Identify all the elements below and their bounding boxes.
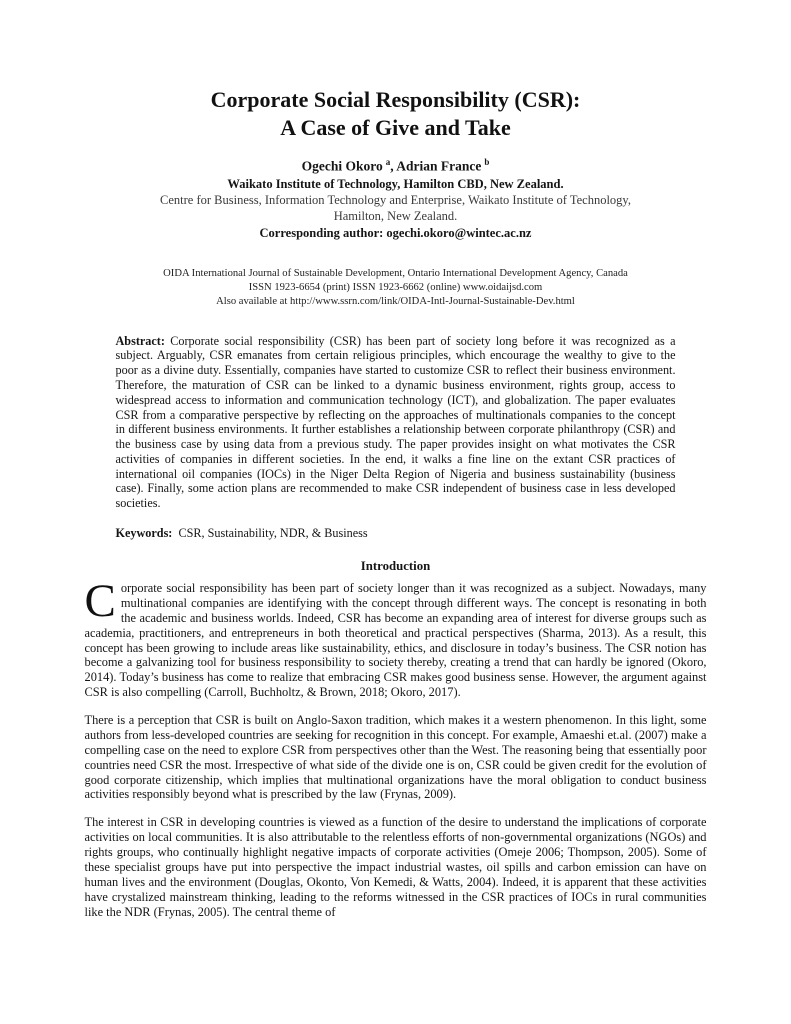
introduction-heading: Introduction [360,558,431,573]
abstract-paragraph [116,334,676,511]
drop-cap: C [84,575,116,627]
author-1-affiliation-mark: a [385,157,391,168]
journal-availability-line: Also available at http://www.ssrn.com/link/OIDA-Intl-Journal-Sustainable-Dev.html [216,296,575,308]
keywords-text: CSR, Sustainability, NDR, & Business [178,525,368,540]
paper-title [0,86,791,142]
paper-header [0,0,791,310]
introduction-paragraph-1-text: orporate social responsibility has been part of society longer than it was recognized as a subject. Nowadays, many multinational companies are identifying with the concept through different ways. The concept is resonating in both the academic and business worlds. Indeed, CSR has become an expanding area of interest for diverse groups such as academia, practitioners, and entrepreneurs in both theoretical and practical perspectives (Sharma, 2013). As a result, this concept has been growing to include areas like sustainability, ethics, and disclosure in today’s business. The CSR notion has become a galvanizing tool for business responsibility to society thereby, creating a trend that can hardly be ignored (Okoro, 2014). Today’s business has come to realize that embracing CSR makes good business sense. However, the argument against CSR is also compelling (Carroll, Buchholtz, & Brown, 2018; Okoro, 2017). [84,581,707,700]
author-2: Adrian France [396,158,482,174]
abstract-text: Corporate social responsibility (CSR) has been part of society long before it was recognized as a subject. Arguably, CSR emanates from certain religious principles, which encourage the wealthy to give to the poor as a divine duty. Essentially, companies have started to customize CSR to reflect their business environment. Therefore, the maturation of CSR can be linked to a dynamic business environment, rights group, access to widespread access to information and communication technology (ICT), and globalization. The paper evaluates CSR from a comparative perspective by reflecting on the approaches of multinationals companies to the concept in different business environments. It further establishes a relationship between corporate philanthropy (CSR) and the business case by using data from a previous study. The paper provides insight on what motivates the CSR activities of companies in different societies. In the end, it walks a fine line on the extant CSR practices of international oil companies (IOCs) in the Niger Delta Region of Nigeria and business sustainability (business case). Finally, some action plans are recommended to make CSR independent of business case in less developed societies. [115,333,676,511]
affiliation-primary: Waikato Institute of Technology, Hamilton CBD, New Zealand. [227,176,564,191]
keywords-line [116,526,676,541]
author-1: Ogechi Okoro [301,158,383,174]
author-2-affiliation-mark: b [484,157,490,168]
journal-info-block [0,267,791,310]
journal-issn-line: ISSN 1923-6654 (print) ISSN 1923-6662 (online) www.oidaijsd.com [248,282,543,294]
paper-title-line-1: Corporate Social Responsibility (CSR): [210,87,581,112]
journal-name-line: OIDA International Journal of Sustainable Development, Ontario International Development Agency, Canada [163,267,628,279]
abstract-section [116,334,676,541]
authors-separator: , [390,158,397,174]
introduction-paragraph-2: There is a perception that CSR is built on Anglo-Saxon tradition, which makes it a western phenomenon. In this light, some authors from less-developed countries are seeking for recognition in this concept. For example, Amaeshi et.al. (2007) make a compelling case on the need to explore CSR from perspectives other than the West. The reasoning being that essentially poor countries need CSR the most. Irrespective of what side of the divide one is on, CSR could be given credit for the evolution of good corporate citizenship, which implies that multinational organizations have the moral obligation to conduct business activities responsibly beyond what is prescribed by the law (Frynas, 2009). [84,713,707,802]
corresponding-author-line: Corresponding author: ogechi.okoro@wintec.ac.nz [259,225,532,240]
paper-body [85,559,707,920]
introduction-paragraph-1 [84,575,707,700]
affiliation-secondary-line-1: Centre for Business, Information Technology and Enterprise, Waikato Institute of Technology, [160,192,631,207]
paper-title-line-2: A Case of Give and Take [280,115,511,141]
keywords-label: Keywords: [115,525,173,540]
introduction-paragraph-3: The interest in CSR in developing countries is viewed as a function of the desire to understand the implications of corporate activities on local communities. It is also attributable to the relentless efforts of non-governmental organizations (NGOs) and rights groups, who continually highlight negative impacts of corporate activities (Omeje 2006; Thompson, 2005). Some of these specialist groups have put into perspective the impact industrial wastes, oil spills and carbon emission can have on human lives and the environment (Douglas, Okonto, Von Kemedi, & Watts, 2004). Indeed, it is apparent that these activities have crystalized mainstream thinking, leading to the reforms witnessed in the CSR practices of IOCs in rural communities like the NDR (Frynas, 2005). The central theme of [84,815,707,919]
affiliation-secondary-line-2: Hamilton, New Zealand. [333,208,458,223]
authors-line [0,157,791,175]
abstract-label: Abstract: [115,333,165,348]
